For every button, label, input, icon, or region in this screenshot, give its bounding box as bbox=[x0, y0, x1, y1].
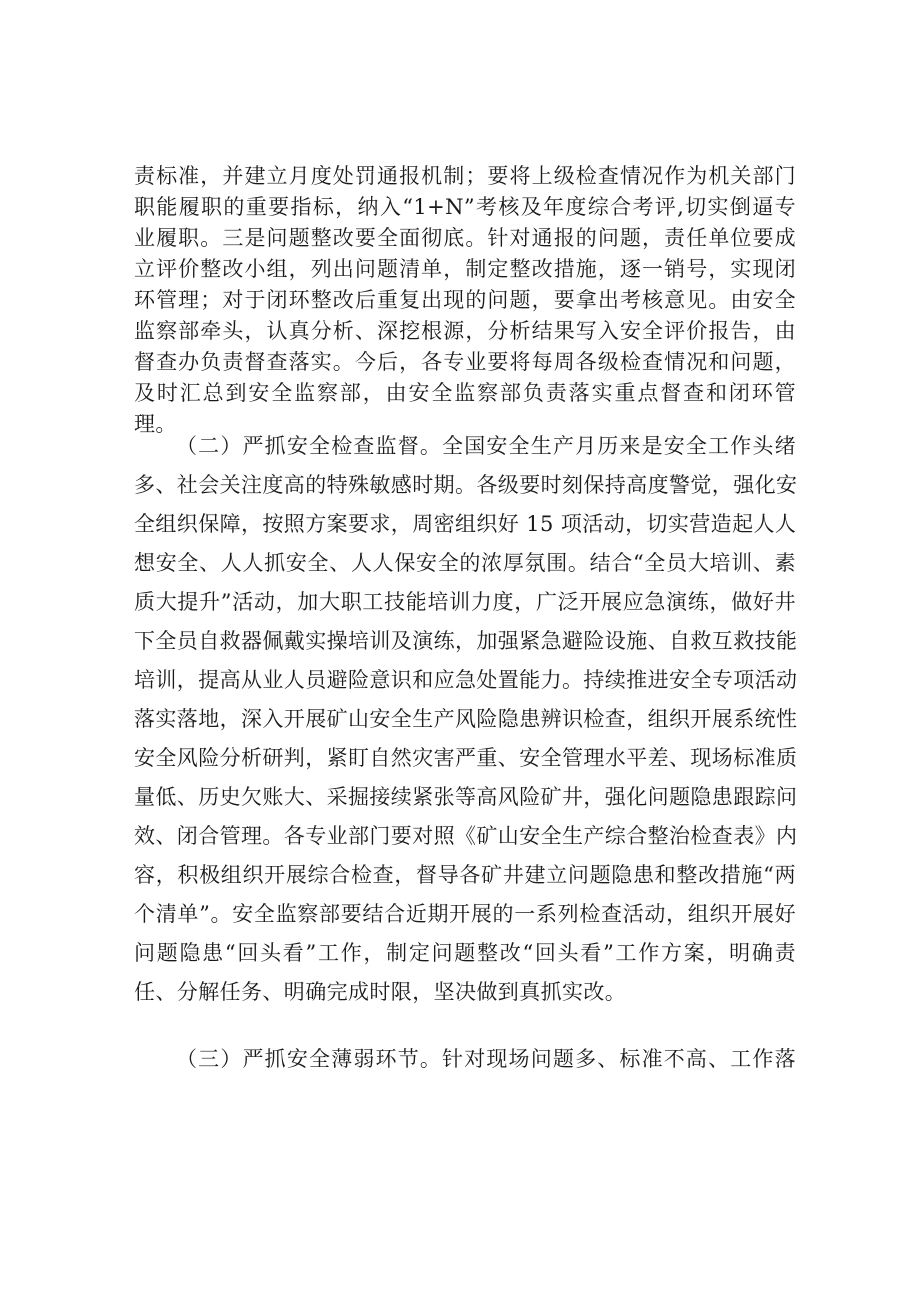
document-page: 责标准，并建立月度处罚通报机制；要将上级检查情况作为机关部门 职能履职的重要指标，纳入“1+N”考核及年度综合考评,切实倒逼专 业履职。三是问题整改要全面彻底。针对通报的问题，责任单位要成 立评价整改小组，列出问题清单，制定整改措施，逐一销号，实现闭 环管理；对于闭环整改后重复出现的问题，要拿出考核意见。由安全 监察部牵头，认真分析、深挖根源，分析结果写入安全评价报告，由 督查办负责督查落实。今后，各专业要将每周各级检查情况和问题， 及时汇总到安全监察部，由安全监察部负责落实重点督查和闭环管 理。 （二）严抓安全检查监督。全国安全生产月历来是安全工作头绪 多、社会关注度高的特殊敏感时期。各级要时刻保持高度警觉，强化安 全组织保障，按照方案要求，周密组织好 15 项活动，切实营造起人人 想安全、人人抓安全、人人保安全的浓厚氛围。结合“全员大培训、素 质大提升”活动，加大职工技能培训力度，广泛开展应急演练，做好井 下全员自救器佩戴实操培训及演练，加强紧急避险设施、自救互救技能 培训，提高从业人员避险意识和应急处置能力。持续推进安全专项活动 落实落地，深入开展矿山安全生产风险隐患辨识检查，组织开展系统性 安全风险分析研判，紧盯自然灾害严重、安全管理水平差、现场标准质 量低、历史欠账大、采掘接续紧张等高风险矿井，强化问题隐患跟踪问 效、闭合管理。各专业部门要对照《矿山安全生产综合整治检查表》内 容，积极组织开展综合检查，督导各矿井建立问题隐患和整改措施“两 个清单”。安全监察部要结合近期开展的一系列检查活动，组织开展好 问题隐患“回头看”工作，制定问题整改“回头看”工作方案，明确责 任、分解任务、明确完成时限，坚决做到真抓实改。 （三）严抓安全薄弱环节。针对现场问题多、标准不高、工作落 bbox=[134, 164, 798, 1071]
